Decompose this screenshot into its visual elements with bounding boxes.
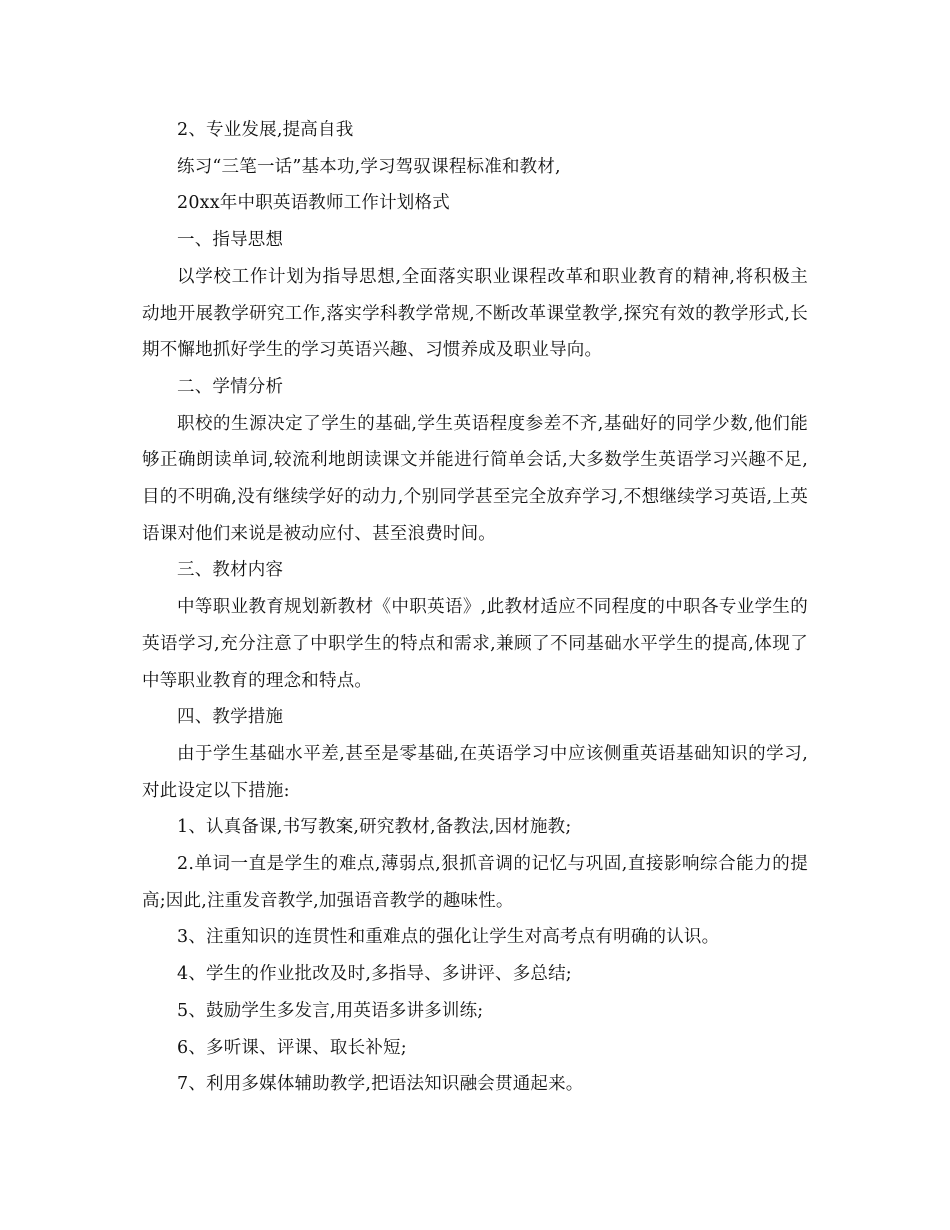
list-item-measure-2: 2.单词一直是学生的难点,薄弱点,狠抓音调的记忆与巩固,直接影响综合能力的提高;因此,注重发音教学,加强语音教学的趣味性。 [142,854,808,911]
paragraph-section-heading-professional-development: 2、专业发展,提高自我 [177,120,354,140]
heading-guiding-ideology: 一、指导思想 [177,230,284,251]
list-item-measure-1: 1、认真备课,书写教案,研究教材,备教法,因材施教; [177,817,572,838]
paragraph-student-analysis: 职校的生源决定了学生的基础,学生英语程度参差不齐,基础好的同学少数,他们能够正确朗读单词,较流利地朗读课文并能进行简单会话,大多数学生英语学习兴趣不足,目的不明确,没有继续学好的动力,个别同学甚至完全放弃学习,不想继续学习英语,上英语课对他们来说是被动应付、甚至浪费时间。 [142,413,808,544]
list-item-measure-5: 5、鼓励学生多发言,用英语多讲多训练; [177,1000,484,1021]
list-item-measure-6: 6、多听课、评课、取长补短; [177,1037,407,1058]
document-body [142,112,808,1103]
heading-student-analysis: 二、学情分析 [177,376,284,397]
paragraph-teaching-measures-intro: 由于学生基础水平差,甚至是零基础,在英语学习中应该侧重英语基础知识的学习,对此设定以下措施: [142,743,808,801]
heading-textbook-content: 三、教材内容 [177,560,284,581]
list-item-measure-3: 3、注重知识的连贯性和重难点的强化让学生对高考点有明确的认识。 [177,927,720,948]
list-item-measure-7: 7、利用多媒体辅助教学,把语法知识融会贯通起来。 [177,1074,584,1095]
heading-teaching-measures: 四、教学措施 [177,707,284,728]
paragraph-guiding-ideology: 以学校工作计划为指导思想,全面落实职业课程改革和职业教育的精神,将积极主动地开展教学研究工作,落实学科教学常规,不断改革课堂教学,探究有效的教学形式,长期不懈地抓好学生的学习英语兴趣、习惯养成及职业导向。 [142,266,808,361]
paragraph-basic-skills: 练习“三笔一话”基本功,学习驾驭课程标准和教材, [177,156,561,177]
list-item-measure-4: 4、学生的作业批改及时,多指导、多讲评、多总结; [177,964,572,985]
document-title: 20xx年中职英语教师工作计划格式 [177,193,450,214]
paragraph-textbook-content: 中等职业教育规划新教材《中职英语》,此教材适应不同程度的中职各专业学生的英语学习,充分注意了中职学生的特点和需求,兼顾了不同基础水平学生的提高,体现了中等职业教育的理念和特点。 [142,597,808,691]
